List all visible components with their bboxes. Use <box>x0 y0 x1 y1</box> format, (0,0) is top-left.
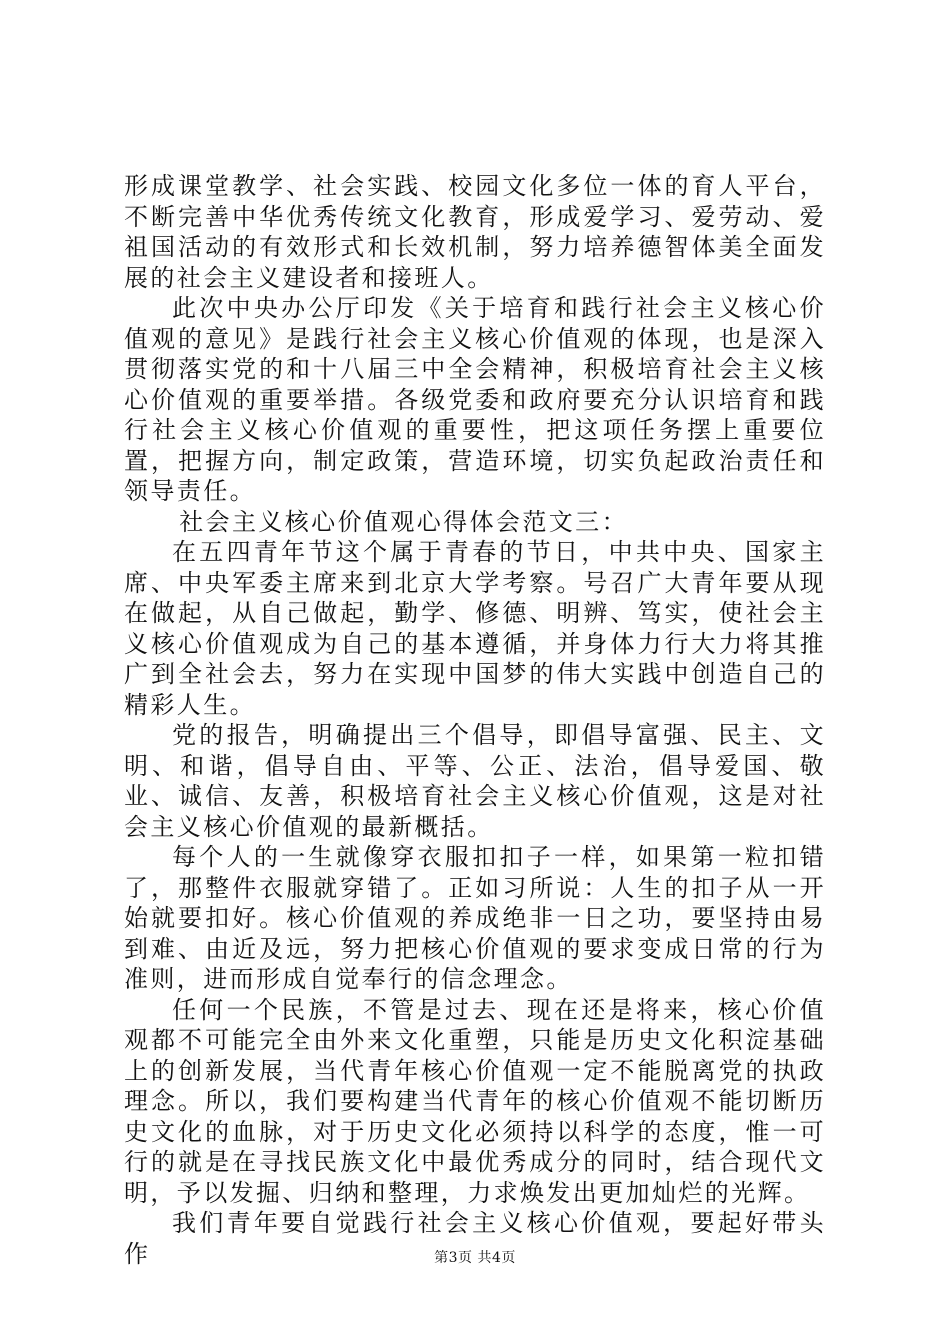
page-number-footer: 第3页 共4页 <box>434 1250 516 1266</box>
paragraph: 党的报告，明确提出三个倡导，即倡导富强、民主、文明、和谐，倡导自由、平等、公正、法治，倡导爱国、敬业、诚信、友善，积极培育社会主义核心价值观，这是对社会主义核心价值观的最新概括。 <box>124 721 826 841</box>
paragraph: 此次中央办公厅印发《关于培育和践行社会主义核心价值观的意见》是践行社会主义核心价值观的体现，也是深入贯彻落实党的和十八届三中全会精神，积极培育社会主义核心价值观的重要举措。各级党委和政府要充分认识培育和践行社会主义核心价值观的重要性，把这项任务摆上重要位置，把握方向，制定政策，营造环境，切实负起政治责任和领导责任。 <box>124 294 826 505</box>
paragraph: 每个人的一生就像穿衣服扣扣子一样，如果第一粒扣错了，那整件衣服就穿错了。正如习所说：人生的扣子从一开始就要扣好。核心价值观的养成绝非一日之功，要坚持由易到难、由近及远，努力把核心价值观的要求变成日常的行为准则，进而形成自觉奉行的信念理念。 <box>124 843 826 993</box>
paragraph: 在五四青年节这个属于青春的节日，中共中央、国家主席、中央军委主席来到北京大学考察。号召广大青年要从现在做起，从自己做起，勤学、修德、明辨、笃实，使社会主义核心价值观成为自己的基本遵循，并身体力行大力将其推广到全社会去，努力在实现中国梦的伟大实践中创造自己的精彩人生。 <box>124 538 826 719</box>
paragraph-continuation: 形成课堂教学、社会实践、校园文化多位一体的育人平台，不断完善中华优秀传统文化教育，形成爱学习、爱劳动、爱祖国活动的有效形式和长效机制，努力培养德智体美全面发展的社会主义建设者和接班人。 <box>124 172 826 292</box>
document-body <box>124 171 826 1269</box>
paragraph: 我们青年要自觉践行社会主义核心价值观，要起好带头作 <box>124 1209 826 1268</box>
paragraph: 任何一个民族，不管是过去、现在还是将来，核心价值观都不可能完全由外来文化重塑，只能是历史文化积淀基础上的创新发展，当代青年核心价值观一定不能脱离党的执政理念。所以，我们要构建当代青年的核心价值观不能切断历史文化的血脉，对于历史文化必须持以科学的态度，惟一可行的就是在寻找民族文化中最优秀成分的同时，结合现代文明，予以发掘、归纳和整理，力求焕发出更加灿烂的光辉。 <box>124 995 826 1207</box>
section-heading: 社会主义核心价值观心得体会范文三： <box>179 507 628 536</box>
